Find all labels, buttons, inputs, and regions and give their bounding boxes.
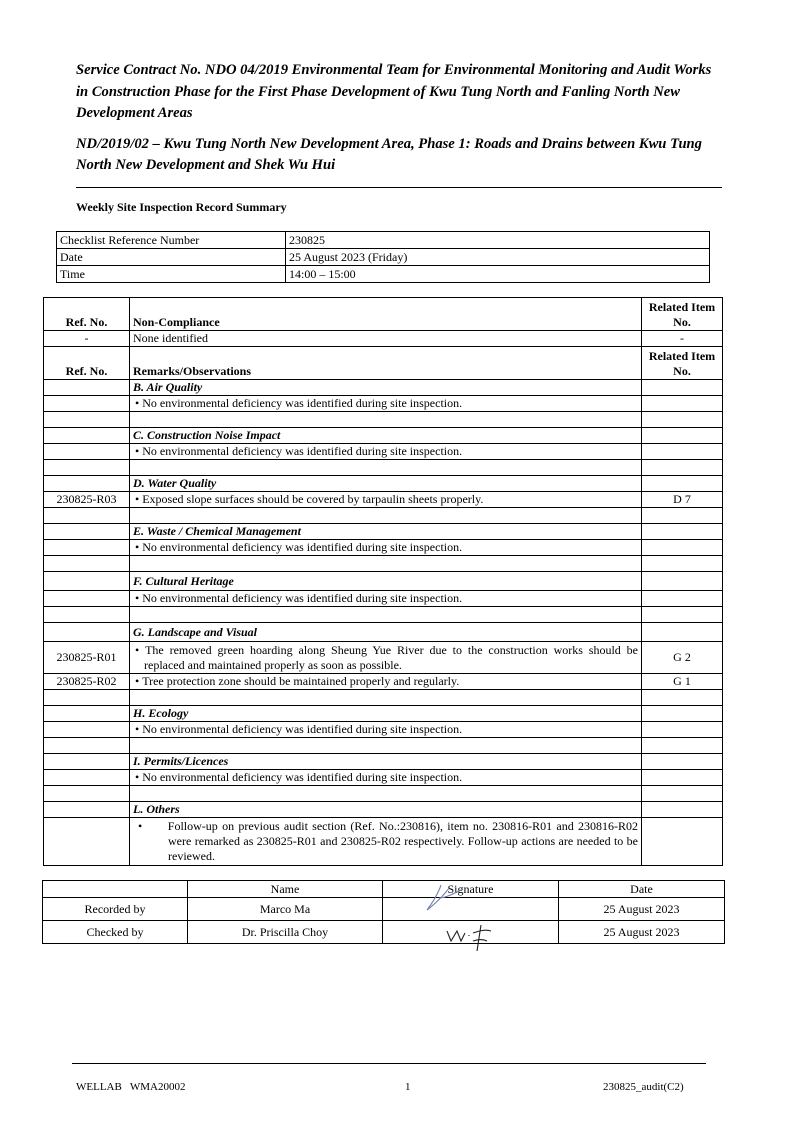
- remark-text: • Tree protection zone should be maintained properly and regularly.: [130, 674, 642, 690]
- category-row: [44, 802, 723, 818]
- remark-ref: 230825-R01: [44, 642, 130, 674]
- remark-text: • No environmental deficiency was identified during site inspection.: [130, 591, 642, 607]
- spacer-row: [44, 460, 723, 476]
- remark-text: • No environmental deficiency was identified during site inspection.: [130, 396, 642, 412]
- project-title: ND/2019/02 – Kwu Tung North New Development Area, Phase 1: Roads and Drains between Kwu Tung North New Development and Shek Wu Hui: [76, 135, 702, 173]
- table-row: [44, 770, 723, 786]
- remark-text: • No environmental deficiency was identified during site inspection.: [130, 722, 642, 738]
- time-label: Time: [57, 266, 286, 283]
- inspection-record-table: [43, 297, 723, 866]
- related-item-header: Related Item No.: [642, 298, 723, 331]
- footer-right: 230825_audit(C2): [603, 1081, 684, 1093]
- table-row: [44, 818, 723, 866]
- spacer-row: [44, 690, 723, 706]
- checked-name: Dr. Priscilla Choy: [188, 921, 383, 944]
- remark-text: • No environmental deficiency was identified during site inspection.: [130, 770, 642, 786]
- remark-text: • Follow-up on previous audit section (Ref. No.:230816), item no. 230816-R01 and 230816-R02 were remarked as 230825-R01 and 230825-R02 respectively. Follow-up actions are needed to be reviewed.: [130, 818, 642, 866]
- nc-related: -: [642, 331, 723, 347]
- document-header: [76, 60, 716, 177]
- category-ecology: H. Ecology: [130, 706, 642, 722]
- info-row-time: [57, 266, 710, 283]
- ref-no-header: Ref. No.: [44, 298, 130, 331]
- date-label: Date: [57, 249, 286, 266]
- table-row: [44, 642, 723, 674]
- table-row: [44, 444, 723, 460]
- inspection-info-table: [56, 231, 710, 283]
- section-subtitle: Weekly Site Inspection Record Summary: [76, 200, 287, 214]
- ref-no-header: Ref. No.: [44, 347, 130, 380]
- checked-row: [43, 921, 725, 944]
- category-waste: E. Waste / Chemical Management: [130, 524, 642, 540]
- spacer-row: [44, 508, 723, 524]
- remarks-header: Remarks/Observations: [130, 347, 642, 380]
- category-row: [44, 476, 723, 492]
- category-water-quality: D. Water Quality: [130, 476, 642, 492]
- category-row: [44, 524, 723, 540]
- remark-related: G 2: [642, 642, 723, 674]
- footer-divider: [72, 1063, 706, 1064]
- spacer-row: [44, 786, 723, 802]
- category-row: [44, 572, 723, 591]
- remark-text: • No environmental deficiency was identified during site inspection.: [130, 540, 642, 556]
- spacer-row: [44, 556, 723, 572]
- recorded-label: Recorded by: [43, 898, 188, 921]
- nc-text: None identified: [130, 331, 642, 347]
- nc-ref: -: [44, 331, 130, 347]
- checklist-label: Checklist Reference Number: [57, 232, 286, 249]
- noncompliance-header-row: [44, 298, 723, 331]
- remark-related: D 7: [642, 492, 723, 508]
- category-row: [44, 428, 723, 444]
- signature-mark-recorded: [383, 880, 559, 920]
- category-row: [44, 754, 723, 770]
- category-row: [44, 623, 723, 642]
- category-row: [44, 706, 723, 722]
- checked-signature: [383, 921, 559, 944]
- table-row: [44, 591, 723, 607]
- remark-text: • No environmental deficiency was identified during site inspection.: [130, 444, 642, 460]
- category-cultural-heritage: F. Cultural Heritage: [130, 572, 642, 591]
- table-row: [44, 331, 723, 347]
- category-noise: C. Construction Noise Impact: [130, 428, 642, 444]
- date-value: 25 August 2023 (Friday): [286, 249, 710, 266]
- signoff-table: [42, 880, 725, 944]
- spacer-row: [44, 738, 723, 754]
- category-permits: I. Permits/Licences: [130, 754, 642, 770]
- table-row: [44, 492, 723, 508]
- recorded-name: Marco Ma: [188, 898, 383, 921]
- related-item-header: Related Item No.: [642, 347, 723, 380]
- date-header: Date: [559, 881, 725, 898]
- remark-text: • Exposed slope surfaces should be covered by tarpaulin sheets properly.: [130, 492, 642, 508]
- table-row: [44, 674, 723, 690]
- time-value: 14:00 – 15:00: [286, 266, 710, 283]
- remark-related: G 1: [642, 674, 723, 690]
- noncompliance-header: Non-Compliance: [130, 298, 642, 331]
- category-others: L. Others: [130, 802, 642, 818]
- spacer-row: [44, 607, 723, 623]
- info-row-checklist: [57, 232, 710, 249]
- table-row: [44, 722, 723, 738]
- remark-ref: 230825-R02: [44, 674, 130, 690]
- table-row: [44, 396, 723, 412]
- remark-ref: 230825-R03: [44, 492, 130, 508]
- category-row: [44, 380, 723, 396]
- recorded-date: 25 August 2023: [559, 898, 725, 921]
- signature-mark-checked: [383, 917, 559, 957]
- info-row-date: [57, 249, 710, 266]
- checked-date: 25 August 2023: [559, 921, 725, 944]
- category-landscape: G. Landscape and Visual: [130, 623, 642, 642]
- category-air-quality: B. Air Quality: [130, 380, 642, 396]
- spacer-row: [44, 412, 723, 428]
- table-row: [44, 540, 723, 556]
- remarks-header-row: [44, 347, 723, 380]
- contract-title: Service Contract No. NDO 04/2019 Environmental Team for Environmental Monitoring and Audit Works in Construction Phase for the First Phase Development of Kwu Tung North and Fanling North New Development Areas: [76, 62, 712, 121]
- page-number: 1: [405, 1081, 411, 1093]
- signature-header: Signature: [383, 881, 559, 898]
- remark-text: • The removed green hoarding along Sheung Yue River due to the construction works should be replaced and maintained properly as soon as possible.: [130, 642, 642, 674]
- name-header: Name: [188, 881, 383, 898]
- header-divider: [76, 187, 722, 188]
- footer-left: WELLAB WMA20002: [76, 1081, 186, 1093]
- checked-label: Checked by: [43, 921, 188, 944]
- checklist-value: 230825: [286, 232, 710, 249]
